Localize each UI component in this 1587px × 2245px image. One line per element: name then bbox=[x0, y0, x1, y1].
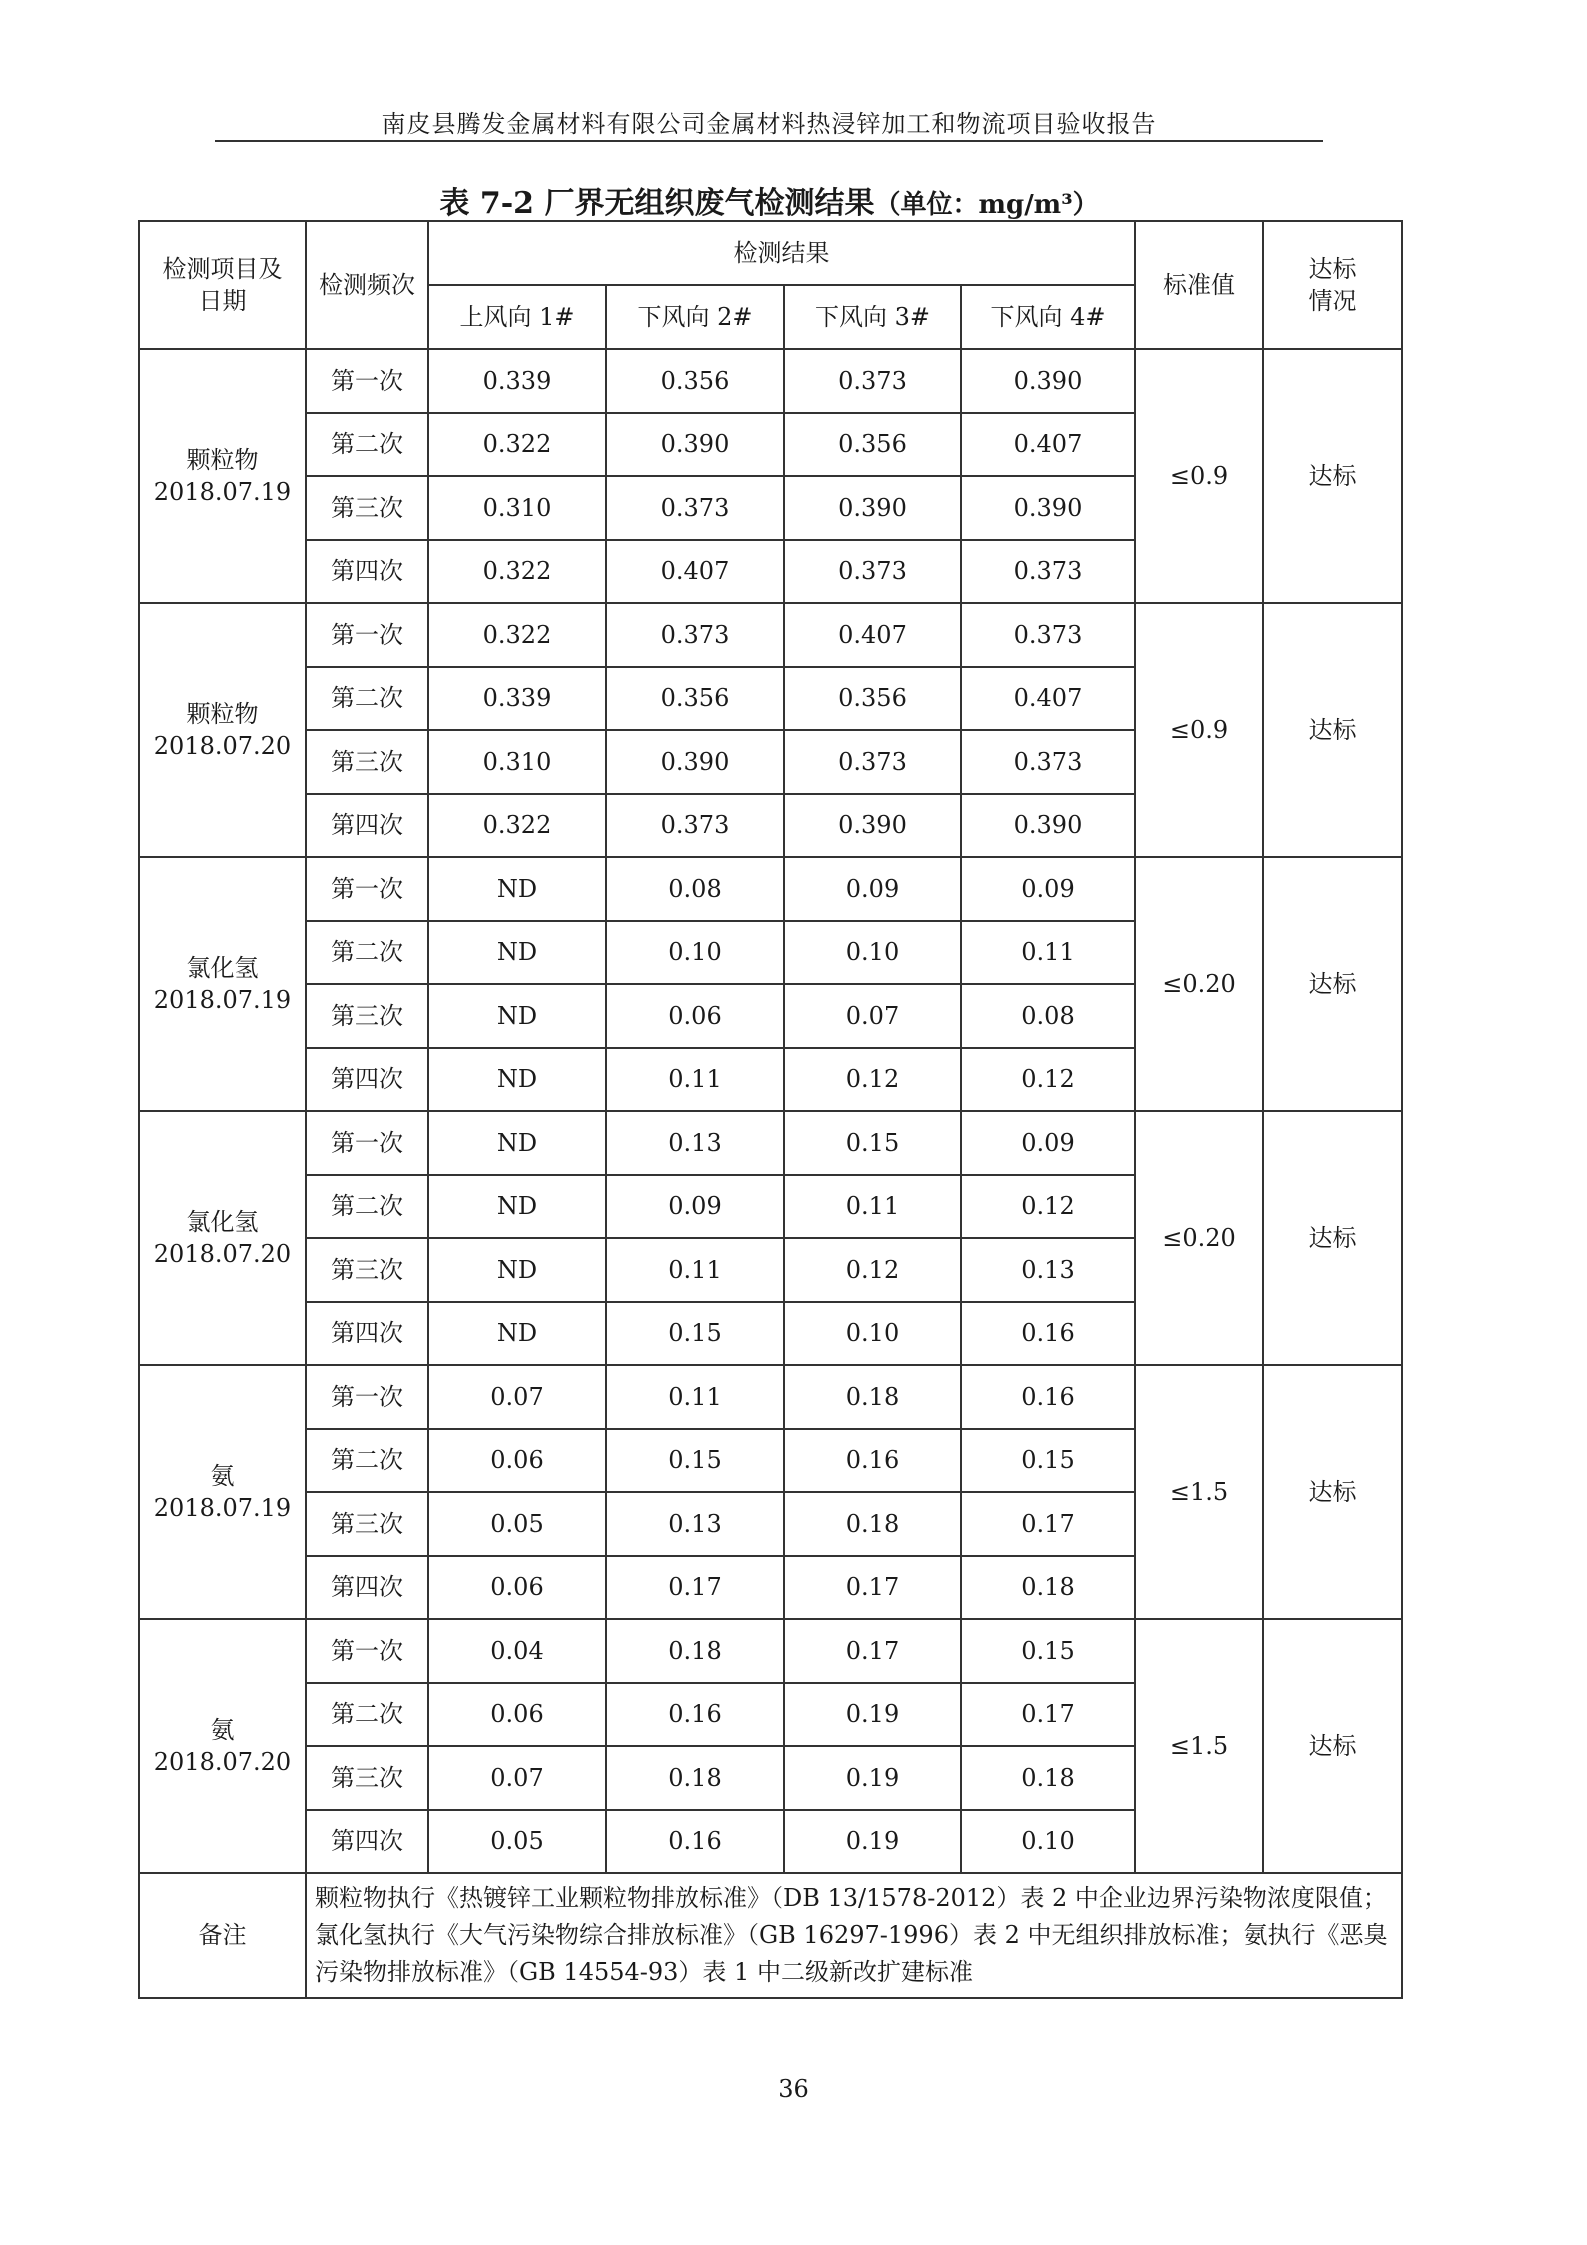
value-cell: ND bbox=[428, 1111, 606, 1175]
value-cell: 0.06 bbox=[428, 1556, 606, 1620]
table-row bbox=[139, 1365, 1402, 1429]
item-date: 2018.07.20 bbox=[153, 732, 292, 760]
value-cell: 0.13 bbox=[961, 1238, 1135, 1302]
value-cell: 0.18 bbox=[784, 1365, 961, 1429]
value-cell: ND bbox=[428, 1302, 606, 1366]
standard-cell: ≤0.9 bbox=[1135, 603, 1263, 857]
value-cell: 0.12 bbox=[961, 1048, 1135, 1112]
value-cell: 0.390 bbox=[961, 476, 1135, 540]
item-date-cell bbox=[139, 1365, 306, 1619]
page-number: 36 bbox=[778, 2075, 809, 2103]
value-cell: 0.390 bbox=[784, 476, 961, 540]
page-header: 南皮县腾发金属材料有限公司金属材料热浸锌加工和物流项目验收报告 bbox=[381, 110, 1157, 138]
value-cell: 0.19 bbox=[784, 1810, 961, 1874]
value-cell: 0.10 bbox=[606, 921, 784, 985]
value-cell: 0.356 bbox=[784, 667, 961, 731]
value-cell: 0.11 bbox=[784, 1175, 961, 1239]
value-cell: 0.19 bbox=[784, 1683, 961, 1747]
frequency-cell: 第四次 bbox=[306, 794, 428, 858]
value-cell: 0.322 bbox=[428, 413, 606, 477]
value-cell: 0.390 bbox=[606, 413, 784, 477]
value-cell: 0.18 bbox=[784, 1492, 961, 1556]
standard-cell: ≤0.9 bbox=[1135, 349, 1263, 603]
header-results: 检测结果 bbox=[428, 221, 1135, 285]
value-cell: 0.373 bbox=[961, 730, 1135, 794]
header-standard: 标准值 bbox=[1135, 221, 1263, 349]
frequency-cell: 第三次 bbox=[306, 1492, 428, 1556]
value-cell: 0.06 bbox=[428, 1429, 606, 1493]
header-upwind-1: 上风向 1# bbox=[428, 285, 606, 349]
value-cell: 0.373 bbox=[961, 603, 1135, 667]
value-cell: 0.07 bbox=[428, 1746, 606, 1810]
frequency-cell: 第四次 bbox=[306, 540, 428, 604]
frequency-cell: 第二次 bbox=[306, 1175, 428, 1239]
value-cell: 0.17 bbox=[961, 1492, 1135, 1556]
value-cell: 0.373 bbox=[606, 476, 784, 540]
value-cell: 0.06 bbox=[606, 984, 784, 1048]
value-cell: 0.373 bbox=[606, 603, 784, 667]
frequency-cell: 第三次 bbox=[306, 1238, 428, 1302]
table-row bbox=[139, 603, 1402, 667]
table-row bbox=[139, 1619, 1402, 1683]
item-name: 氯化氢 bbox=[186, 953, 259, 982]
table-title bbox=[138, 178, 1400, 222]
value-cell: 0.06 bbox=[428, 1683, 606, 1747]
value-cell: 0.05 bbox=[428, 1492, 606, 1556]
item-date: 2018.07.19 bbox=[153, 986, 292, 1014]
frequency-cell: 第一次 bbox=[306, 1111, 428, 1175]
item-date-cell bbox=[139, 1111, 306, 1365]
header-downwind-2: 下风向 2# bbox=[606, 285, 784, 349]
frequency-cell: 第四次 bbox=[306, 1302, 428, 1366]
value-cell: 0.339 bbox=[428, 667, 606, 731]
frequency-cell: 第三次 bbox=[306, 1746, 428, 1810]
frequency-cell: 第一次 bbox=[306, 603, 428, 667]
frequency-cell: 第三次 bbox=[306, 476, 428, 540]
value-cell: 0.15 bbox=[606, 1302, 784, 1366]
value-cell: 0.17 bbox=[961, 1683, 1135, 1747]
value-cell: 0.390 bbox=[606, 730, 784, 794]
table-unit: （单位：mg/m³） bbox=[874, 190, 1099, 220]
value-cell: 0.08 bbox=[606, 857, 784, 921]
value-cell: 0.12 bbox=[961, 1175, 1135, 1239]
value-cell: 0.17 bbox=[606, 1556, 784, 1620]
value-cell: 0.05 bbox=[428, 1810, 606, 1874]
value-cell: 0.16 bbox=[606, 1810, 784, 1874]
value-cell: 0.17 bbox=[784, 1556, 961, 1620]
value-cell: 0.373 bbox=[606, 794, 784, 858]
header-frequency: 检测频次 bbox=[306, 221, 428, 349]
item-date: 2018.07.20 bbox=[153, 1240, 292, 1268]
value-cell: ND bbox=[428, 1238, 606, 1302]
value-cell: 0.17 bbox=[784, 1619, 961, 1683]
value-cell: 0.16 bbox=[961, 1302, 1135, 1366]
standard-cell: ≤0.20 bbox=[1135, 1111, 1263, 1365]
value-cell: 0.390 bbox=[961, 349, 1135, 413]
item-date-cell bbox=[139, 349, 306, 603]
frequency-cell: 第四次 bbox=[306, 1810, 428, 1874]
value-cell: 0.356 bbox=[784, 413, 961, 477]
value-cell: ND bbox=[428, 1175, 606, 1239]
value-cell: 0.407 bbox=[606, 540, 784, 604]
item-date-cell bbox=[139, 1619, 306, 1873]
frequency-cell: 第三次 bbox=[306, 984, 428, 1048]
value-cell: 0.07 bbox=[428, 1365, 606, 1429]
value-cell: 0.09 bbox=[961, 857, 1135, 921]
table-row bbox=[139, 1111, 1402, 1175]
table-body bbox=[139, 221, 1402, 1998]
frequency-cell: 第二次 bbox=[306, 1683, 428, 1747]
value-cell: ND bbox=[428, 1048, 606, 1112]
item-date: 2018.07.19 bbox=[153, 1494, 292, 1522]
item-name: 氯化氢 bbox=[186, 1207, 259, 1236]
value-cell: 0.18 bbox=[961, 1556, 1135, 1620]
header-row-1 bbox=[139, 221, 1402, 285]
header-compliance: 达标情况 bbox=[1263, 221, 1402, 349]
compliance-cell: 达标 bbox=[1263, 1111, 1402, 1365]
value-cell: 0.373 bbox=[784, 349, 961, 413]
table-row bbox=[139, 857, 1402, 921]
item-date-cell bbox=[139, 857, 306, 1111]
value-cell: 0.09 bbox=[961, 1111, 1135, 1175]
value-cell: 0.11 bbox=[961, 921, 1135, 985]
header-rule bbox=[215, 140, 1323, 142]
value-cell: 0.11 bbox=[606, 1048, 784, 1112]
value-cell: 0.407 bbox=[961, 667, 1135, 731]
frequency-cell: 第二次 bbox=[306, 921, 428, 985]
table-title-text: 表 7-2 厂界无组织废气检测结果 bbox=[439, 186, 875, 221]
value-cell: 0.373 bbox=[784, 730, 961, 794]
value-cell: 0.310 bbox=[428, 476, 606, 540]
item-name: 颗粒物 bbox=[186, 445, 259, 474]
frequency-cell: 第一次 bbox=[306, 1365, 428, 1429]
frequency-cell: 第一次 bbox=[306, 349, 428, 413]
value-cell: 0.15 bbox=[961, 1619, 1135, 1683]
value-cell: 0.10 bbox=[961, 1810, 1135, 1874]
header-item-date: 检测项目及日期 bbox=[139, 221, 306, 349]
frequency-cell: 第二次 bbox=[306, 413, 428, 477]
table-row bbox=[139, 349, 1402, 413]
standard-cell: ≤1.5 bbox=[1135, 1619, 1263, 1873]
item-date: 2018.07.20 bbox=[153, 1748, 292, 1776]
frequency-cell: 第四次 bbox=[306, 1556, 428, 1620]
value-cell: 0.08 bbox=[961, 984, 1135, 1048]
value-cell: 0.322 bbox=[428, 603, 606, 667]
value-cell: 0.322 bbox=[428, 540, 606, 604]
value-cell: 0.16 bbox=[784, 1429, 961, 1493]
standard-cell: ≤0.20 bbox=[1135, 857, 1263, 1111]
value-cell: 0.356 bbox=[606, 667, 784, 731]
value-cell: 0.13 bbox=[606, 1492, 784, 1556]
value-cell: 0.373 bbox=[961, 540, 1135, 604]
value-cell: 0.15 bbox=[961, 1429, 1135, 1493]
value-cell: 0.10 bbox=[784, 921, 961, 985]
frequency-cell: 第二次 bbox=[306, 1429, 428, 1493]
item-name: 氨 bbox=[210, 1715, 235, 1744]
value-cell: 0.19 bbox=[784, 1746, 961, 1810]
header-downwind-4: 下风向 4# bbox=[961, 285, 1135, 349]
value-cell: 0.339 bbox=[428, 349, 606, 413]
value-cell: 0.356 bbox=[606, 349, 784, 413]
value-cell: 0.16 bbox=[961, 1365, 1135, 1429]
value-cell: 0.12 bbox=[784, 1048, 961, 1112]
value-cell: 0.11 bbox=[606, 1365, 784, 1429]
item-name: 颗粒物 bbox=[186, 699, 259, 728]
standard-cell: ≤1.5 bbox=[1135, 1365, 1263, 1619]
compliance-cell: 达标 bbox=[1263, 603, 1402, 857]
frequency-cell: 第一次 bbox=[306, 857, 428, 921]
value-cell: 0.07 bbox=[784, 984, 961, 1048]
value-cell: 0.16 bbox=[606, 1683, 784, 1747]
compliance-cell: 达标 bbox=[1263, 1365, 1402, 1619]
value-cell: 0.15 bbox=[606, 1429, 784, 1493]
note-text: 颗粒物执行《热镀锌工业颗粒物排放标准》（DB 13/1578-2012）表 2 中企业边界污染物浓度限值；氯化氢执行《大气污染物综合排放标准》（GB 16297-1996）表 2 中无组织排放标准；氨执行《恶臭污染物排放标准》（GB 14554-93）表 1 中二级新改扩建标准 bbox=[306, 1873, 1402, 1998]
note-row bbox=[139, 1873, 1402, 1998]
value-cell: ND bbox=[428, 984, 606, 1048]
value-cell: 0.09 bbox=[784, 857, 961, 921]
value-cell: 0.373 bbox=[784, 540, 961, 604]
value-cell: 0.407 bbox=[784, 603, 961, 667]
note-label: 备注 bbox=[139, 1873, 306, 1998]
item-date-cell bbox=[139, 603, 306, 857]
frequency-cell: 第三次 bbox=[306, 730, 428, 794]
value-cell: 0.12 bbox=[784, 1238, 961, 1302]
value-cell: 0.10 bbox=[784, 1302, 961, 1366]
frequency-cell: 第二次 bbox=[306, 667, 428, 731]
value-cell: 0.13 bbox=[606, 1111, 784, 1175]
value-cell: 0.04 bbox=[428, 1619, 606, 1683]
value-cell: 0.310 bbox=[428, 730, 606, 794]
compliance-cell: 达标 bbox=[1263, 1619, 1402, 1873]
compliance-cell: 达标 bbox=[1263, 857, 1402, 1111]
frequency-cell: 第四次 bbox=[306, 1048, 428, 1112]
value-cell: 0.11 bbox=[606, 1238, 784, 1302]
value-cell: 0.09 bbox=[606, 1175, 784, 1239]
value-cell: 0.18 bbox=[606, 1619, 784, 1683]
value-cell: 0.407 bbox=[961, 413, 1135, 477]
results-table bbox=[138, 220, 1403, 1999]
value-cell: 0.322 bbox=[428, 794, 606, 858]
item-name: 氨 bbox=[210, 1461, 235, 1490]
compliance-cell: 达标 bbox=[1263, 349, 1402, 603]
value-cell: 0.390 bbox=[961, 794, 1135, 858]
value-cell: ND bbox=[428, 921, 606, 985]
frequency-cell: 第一次 bbox=[306, 1619, 428, 1683]
value-cell: 0.18 bbox=[961, 1746, 1135, 1810]
item-date: 2018.07.19 bbox=[153, 478, 292, 506]
value-cell: 0.15 bbox=[784, 1111, 961, 1175]
value-cell: ND bbox=[428, 857, 606, 921]
header-downwind-3: 下风向 3# bbox=[784, 285, 961, 349]
value-cell: 0.390 bbox=[784, 794, 961, 858]
value-cell: 0.18 bbox=[606, 1746, 784, 1810]
